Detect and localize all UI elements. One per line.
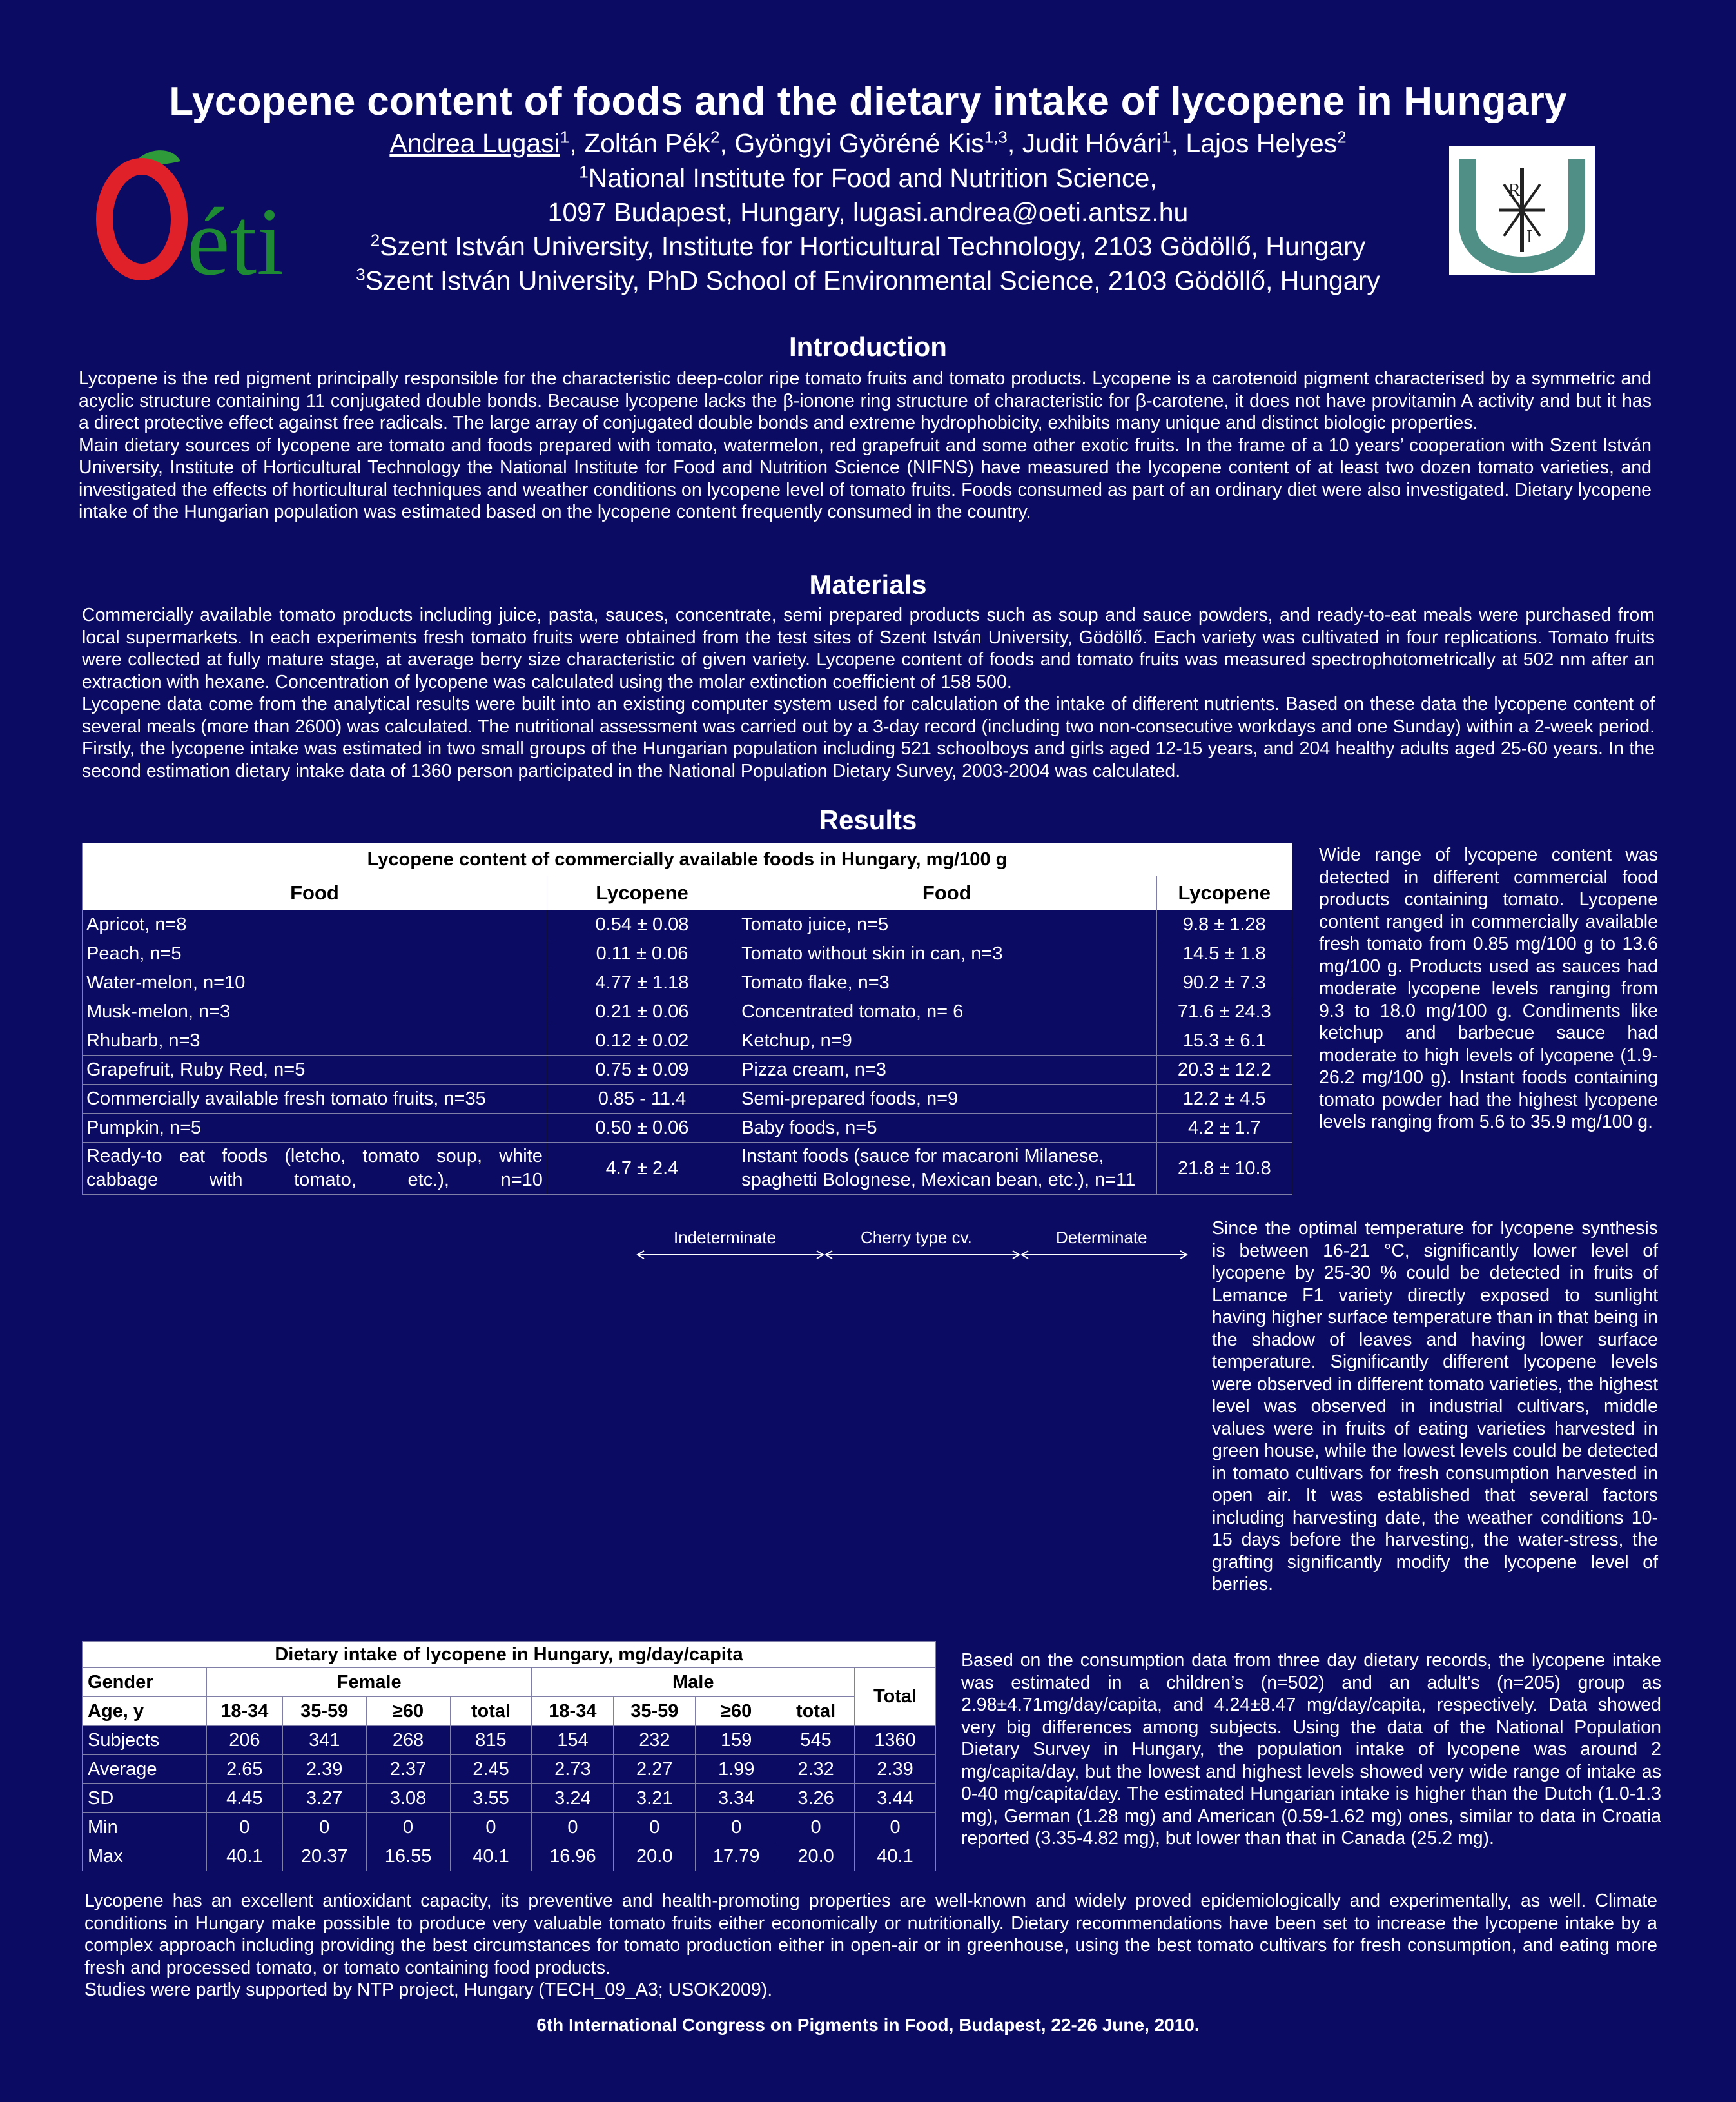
author-name: Judit Hóvári bbox=[1022, 128, 1162, 158]
materials-heading: Materials bbox=[809, 569, 927, 600]
tomato-type-arrows bbox=[635, 1225, 1189, 1264]
author-sup: 1 bbox=[1162, 127, 1171, 147]
intake-cell: 0 bbox=[206, 1813, 282, 1842]
author-sup: 2 bbox=[1337, 127, 1347, 147]
intake-cell: 268 bbox=[366, 1726, 450, 1755]
intake-cell: 3.34 bbox=[696, 1784, 777, 1813]
row-label: Average bbox=[83, 1755, 207, 1784]
age-label: Age, y bbox=[83, 1697, 207, 1726]
lycopene-cell: 21.8 ± 10.8 bbox=[1156, 1143, 1292, 1195]
affil-sup: 1 bbox=[579, 162, 589, 182]
lycopene-cell: 4.2 ± 1.7 bbox=[1156, 1114, 1292, 1143]
side-paragraph: Since the optimal temperature for lycopene synthesis is between 16-21 °C, significantly lower level of lycopene by 25-30 % could be detected in fruits of Lemance F1 variety directly exposed to sunlight having higher surface temperature than in that being in the shadow of leaves and having lower surface temperature. Significantly different lycopene levels were observed in different tomato varieties, the highest level was observed in industrial cultivars, middle values were in fruits of eating varieties harvested in green house, while the lowest levels could be detected in tomato cultivars for fresh consumption harvested in open air. It was established that several factors including harvesting date, the weather conditions 10-15 days before the harvesting, the water-stress, the grafting significantly modify the lycopene level of berries. bbox=[1212, 1218, 1658, 1595]
conclusion-paragraph: Lycopene has an excellent antioxidant capacity, its preventive and health-promoting properties are well-known and widely proved epidemiologically and experimentally, as well. Climate conditions in Hungary make possible to produce very valuable tomato fruits either economically or nutritionally. Dietary recommendations have been set to increase the lycopene intake by a complex approach including providing the best circumstances for tomato production either in open-air or in greenhouse, using the best tomato cultivars for fresh consumption, and eating more fresh and processed tomato, or tomato containing food products. bbox=[84, 1891, 1657, 1978]
intake-cell: 341 bbox=[282, 1726, 366, 1755]
materials-paragraph-1: Commercially available tomato products including juice, pasta, sauces, concentrate, semi prepared products such as soup and sauce powders, and ready-to-eat meals were purchased from local supermarkets. In each experiments fresh tomato fruits were obtained from the test sites of Szent István University, Gödöllő. Each variety was cultivated in four replications. Tomato fruits were collected at fully mature stage, at average berry size characteristic of given variety. Lycopene content of foods and tomato fruits was measured spectrophotometrically at 502 nm after an extraction with hexane. Concentration of lycopene was calculated using the molar extinction coefficient of 158 500. bbox=[82, 605, 1655, 692]
column-header: Lycopene bbox=[1156, 876, 1292, 910]
intake-cell: 1360 bbox=[855, 1726, 936, 1755]
food-cell: Apricot, n=8 bbox=[83, 910, 547, 939]
svg-text:éti: éti bbox=[187, 188, 284, 287]
food-cell: Baby foods, n=5 bbox=[737, 1114, 1156, 1143]
food-cell: Tomato flake, n=3 bbox=[737, 968, 1156, 997]
food-cell: Pizza cream, n=3 bbox=[737, 1056, 1156, 1085]
column-header: Food bbox=[737, 876, 1156, 910]
intake-cell: 2.39 bbox=[855, 1755, 936, 1784]
row-label: Max bbox=[83, 1842, 207, 1871]
results-side-text-2 bbox=[1212, 1217, 1658, 1596]
food-cell: Concentrated tomato, n= 6 bbox=[737, 997, 1156, 1026]
age-header: 35-59 bbox=[614, 1697, 696, 1726]
intake-cell: 3.08 bbox=[366, 1784, 450, 1813]
author-sup: 1 bbox=[560, 127, 570, 147]
table-row bbox=[83, 910, 1292, 939]
intro-paragraph-1: Lycopene is the red pigment principally responsible for the characteristic deep-color ripe tomato fruits and tomato products. Lycopene is a carotenoid pigment characterised by a symmetric and acyclic structure containing 11 conjugated double bonds. Because lycopene lacks the β-ionone ring structure of characteristic for β-carotene, it does not have provitamin A activity and but it has a direct protective effect against free radicals. The large array of conjugated double bonds and extreme hydrophobicity, exhibits many unique and distinct biologic properties. bbox=[79, 368, 1652, 433]
lycopene-intake-table bbox=[82, 1641, 936, 1871]
intake-cell: 20.0 bbox=[614, 1842, 696, 1871]
introduction-body bbox=[79, 368, 1652, 524]
table-row bbox=[83, 1085, 1292, 1114]
intake-cell: 16.96 bbox=[532, 1842, 614, 1871]
author-name: Andrea Lugasi bbox=[389, 128, 560, 158]
food-cell: Ketchup, n=9 bbox=[737, 1026, 1156, 1056]
lycopene-cell: 0.11 ± 0.06 bbox=[547, 939, 737, 968]
affil-text: Szent István University, Institute for Horticultural Technology, 2103 Gödöllő, Hungary bbox=[380, 231, 1366, 261]
author-sep: , bbox=[1171, 128, 1186, 158]
affiliation-1b bbox=[193, 195, 1543, 230]
affil-text: National Institute for Food and Nutrition Science, bbox=[588, 163, 1157, 193]
arrow-label-cherry: Cherry type cv. bbox=[861, 1228, 972, 1247]
intake-cell: 0 bbox=[366, 1813, 450, 1842]
lycopene-cell: 20.3 ± 12.2 bbox=[1156, 1056, 1292, 1085]
intake-cell: 40.1 bbox=[855, 1842, 936, 1871]
intake-cell: 3.44 bbox=[855, 1784, 936, 1813]
side-paragraph: Wide range of lycopene content was detected in different commercial food products containing tomato. Lycopene content ranged in commercially available fresh tomato from 0.85 mg/100 g to 13.6 mg/100 g. Products used as sauces had moderate lycopene levels ranging from 9.3 to 18.0 mg/100 g. Condiments like ketchup and barbecue sauce had moderate to high levels of lycopene (1.9-26.2 mg/100 g). Instant foods containing tomato powder had the highest lycopene levels ranging from 5.6 to 35.9 mg/100 g. bbox=[1319, 845, 1658, 1132]
table-row bbox=[83, 1026, 1292, 1056]
food-cell: Pumpkin, n=5 bbox=[83, 1114, 547, 1143]
table-row bbox=[83, 1842, 936, 1871]
affiliation-3 bbox=[193, 264, 1543, 298]
intake-cell: 154 bbox=[532, 1726, 614, 1755]
lycopene-cell: 71.6 ± 24.3 bbox=[1156, 997, 1292, 1026]
affil-sup: 3 bbox=[356, 264, 366, 284]
intake-cell: 2.39 bbox=[282, 1755, 366, 1784]
food-cell: Water-melon, n=10 bbox=[83, 968, 547, 997]
intake-cell: 2.73 bbox=[532, 1755, 614, 1784]
poster-title: Lycopene content of foods and the dietary intake of lycopene in Hungary bbox=[169, 79, 1567, 124]
age-header: ≥60 bbox=[366, 1697, 450, 1726]
age-header: 18-34 bbox=[206, 1697, 282, 1726]
oeti-logo bbox=[90, 142, 297, 287]
intake-cell: 0 bbox=[614, 1813, 696, 1842]
age-header: 18-34 bbox=[532, 1697, 614, 1726]
table-row bbox=[83, 1143, 1292, 1195]
lycopene-cell: 0.21 ± 0.06 bbox=[547, 997, 737, 1026]
age-header: total bbox=[450, 1697, 532, 1726]
intake-cell: 0 bbox=[777, 1813, 855, 1842]
arrow-label-determinate: Determinate bbox=[1056, 1228, 1147, 1247]
lycopene-cell: 0.85 - 11.4 bbox=[547, 1085, 737, 1114]
introduction-heading: Introduction bbox=[789, 331, 947, 362]
intake-cell: 3.26 bbox=[777, 1784, 855, 1813]
results-heading: Results bbox=[819, 805, 917, 835]
author-name: Zoltán Pék bbox=[584, 128, 711, 158]
intake-cell: 20.0 bbox=[777, 1842, 855, 1871]
male-header: Male bbox=[532, 1668, 855, 1697]
intake-cell: 0 bbox=[696, 1813, 777, 1842]
results-side-text-3 bbox=[961, 1649, 1661, 1850]
author-sep: , bbox=[719, 128, 735, 158]
affil-text: 1097 Budapest, Hungary, lugasi.andrea@oeti.antsz.hu bbox=[547, 197, 1189, 227]
intake-cell: 0 bbox=[855, 1813, 936, 1842]
table-caption: Dietary intake of lycopene in Hungary, mg/day/capita bbox=[83, 1642, 936, 1668]
table-row bbox=[83, 1755, 936, 1784]
funding-note: Studies were partly supported by NTP project, Hungary (TECH_09_A3; USOK2009). bbox=[84, 1979, 773, 2000]
affil-sup: 2 bbox=[370, 230, 380, 250]
affiliation-2 bbox=[193, 230, 1543, 264]
female-header: Female bbox=[206, 1668, 532, 1697]
food-cell: Peach, n=5 bbox=[83, 939, 547, 968]
intake-cell: 16.55 bbox=[366, 1842, 450, 1871]
results-side-text-1 bbox=[1319, 844, 1658, 1134]
intake-cell: 3.24 bbox=[532, 1784, 614, 1813]
table-row bbox=[83, 997, 1292, 1026]
age-header: ≥60 bbox=[696, 1697, 777, 1726]
author-sup: 1,3 bbox=[984, 127, 1008, 147]
column-header: Lycopene bbox=[547, 876, 737, 910]
table-row bbox=[83, 1813, 936, 1842]
column-header: Food bbox=[83, 876, 547, 910]
intake-cell: 2.45 bbox=[450, 1755, 532, 1784]
materials-paragraph-2: Lycopene data come from the analytical results were built into an existing computer system used for calculation of the intake of different nutrients. Based on these data the lycopene content of several meals (more than 2600) was calculated. The nutritional assessment was carried out by a 3-day record (including two non-consecutive workdays and one Sunday) within a 2-week period. Firstly, the lycopene intake was estimated in two small groups of the Hungarian population including 521 schoolboys and girls aged 12-15 years, and 204 healthy adults aged 25-60 years. In the second estimation dietary intake data of 1360 person participated in the National Population Dietary Survey, 2003-2004 was calculated. bbox=[82, 694, 1655, 781]
oeti-logo-graphic bbox=[90, 142, 297, 287]
lycopene-cell: 0.50 ± 0.06 bbox=[547, 1114, 737, 1143]
intake-cell: 1.99 bbox=[696, 1755, 777, 1784]
lycopene-cell: 15.3 ± 6.1 bbox=[1156, 1026, 1292, 1056]
sie-logo bbox=[1449, 146, 1595, 275]
lycopene-cell: 4.7 ± 2.4 bbox=[547, 1143, 737, 1195]
svg-text:I: I bbox=[1526, 227, 1533, 247]
lycopene-cell: 9.8 ± 1.28 bbox=[1156, 910, 1292, 939]
lycopene-cell: 12.2 ± 4.5 bbox=[1156, 1085, 1292, 1114]
table-row bbox=[83, 939, 1292, 968]
food-cell: Commercially available fresh tomato fruits, n=35 bbox=[83, 1085, 547, 1114]
intake-cell: 2.32 bbox=[777, 1755, 855, 1784]
row-label: Subjects bbox=[83, 1726, 207, 1755]
food-lycopene-table bbox=[82, 843, 1292, 1195]
intake-cell: 2.37 bbox=[366, 1755, 450, 1784]
food-cell: Musk-melon, n=3 bbox=[83, 997, 547, 1026]
lycopene-cell: 0.12 ± 0.02 bbox=[547, 1026, 737, 1056]
intake-cell: 159 bbox=[696, 1726, 777, 1755]
arrow-label-indeterminate: Indeterminate bbox=[674, 1228, 776, 1247]
lycopene-cell: 90.2 ± 7.3 bbox=[1156, 968, 1292, 997]
food-cell: Semi-prepared foods, n=9 bbox=[737, 1085, 1156, 1114]
table-caption: Lycopene content of commercially available foods in Hungary, mg/100 g bbox=[83, 843, 1292, 876]
lycopene-cell: 0.54 ± 0.08 bbox=[547, 910, 737, 939]
intake-cell: 2.27 bbox=[614, 1755, 696, 1784]
food-cell: Tomato juice, n=5 bbox=[737, 910, 1156, 939]
lycopene-cell: 0.75 ± 0.09 bbox=[547, 1056, 737, 1085]
age-header: 35-59 bbox=[282, 1697, 366, 1726]
author-sep: , bbox=[1007, 128, 1022, 158]
svg-text:R: R bbox=[1508, 181, 1521, 201]
materials-body bbox=[82, 604, 1655, 782]
intake-cell: 40.1 bbox=[450, 1842, 532, 1871]
intake-cell: 17.79 bbox=[696, 1842, 777, 1871]
intro-paragraph-2: Main dietary sources of lycopene are tomato and foods prepared with tomato, watermelon, red grapefruit and some other exotic fruits. In the frame of a 10 years’ cooperation with Szent István University, Institute of Horticultural Technology the National Institute for Food and Nutrition Science (NIFNS) have measured the lycopene content of at least two dozen tomato varieties, and investigated the effects of horticultural techniques and weather conditions on lycopene level of tomato fruits. Foods consumed as part of an ordinary diet were also investigated. Dietary lycopene intake of the Hungarian population was estimated based on the lycopene content frequently consumed in the country. bbox=[79, 435, 1652, 522]
sie-logo-graphic bbox=[1449, 146, 1595, 275]
conference-footer: 6th International Congress on Pigments in Food, Budapest, 22-26 June, 2010. bbox=[536, 2015, 1200, 2035]
author-name: Gyöngyi Györéné Kis bbox=[734, 128, 984, 158]
intake-cell: 545 bbox=[777, 1726, 855, 1755]
total-header: Total bbox=[855, 1668, 936, 1726]
food-cell: Grapefruit, Ruby Red, n=5 bbox=[83, 1056, 547, 1085]
intake-cell: 232 bbox=[614, 1726, 696, 1755]
table-row bbox=[83, 1784, 936, 1813]
author-sup: 2 bbox=[710, 127, 720, 147]
lycopene-cell: 4.77 ± 1.18 bbox=[547, 968, 737, 997]
age-header: total bbox=[777, 1697, 855, 1726]
intake-cell: 3.55 bbox=[450, 1784, 532, 1813]
side-paragraph: Based on the consumption data from three day dietary records, the lycopene intake was estimated in a children’s (n=502) and an adult’s (n=205) group as 2.98±4.71mg/day/capita, and 4.24±8.47 mg/day/capita, respectively. Data showed very big differences among subjects. Using the data of the National Population Dietary Survey in Hungary, the population intake of lycopene was around 2 mg/capita/day, but the lowest and highest levels showed very wide range of intake as 0-40 mg/capita/day. The estimated Hungarian intake is higher than the Dutch (1.0-1.3 mg), German (1.28 mg) and American (0.59-1.62 mg) ones, similar to data in Croatia reported (3.35-4.82 mg), but lower than that in Canada (25.2 mg). bbox=[961, 1650, 1661, 1849]
intake-cell: 2.65 bbox=[206, 1755, 282, 1784]
intake-cell: 206 bbox=[206, 1726, 282, 1755]
author-sep: , bbox=[569, 128, 585, 158]
lycopene-cell: 14.5 ± 1.8 bbox=[1156, 939, 1292, 968]
intake-cell: 20.37 bbox=[282, 1842, 366, 1871]
intake-cell: 40.1 bbox=[206, 1842, 282, 1871]
table-row bbox=[83, 1114, 1292, 1143]
intake-cell: 3.21 bbox=[614, 1784, 696, 1813]
intake-cell: 0 bbox=[282, 1813, 366, 1842]
table-row bbox=[83, 968, 1292, 997]
intake-table-body bbox=[83, 1726, 936, 1871]
row-label: Min bbox=[83, 1813, 207, 1842]
food-cell: Instant foods (sauce for macaroni Milanese, spaghetti Bolognese, Mexican bean, etc.), n=11 bbox=[737, 1143, 1156, 1195]
table-row bbox=[83, 1056, 1292, 1085]
intake-cell: 3.27 bbox=[282, 1784, 366, 1813]
intake-cell: 815 bbox=[450, 1726, 532, 1755]
row-label: SD bbox=[83, 1784, 207, 1813]
affil-text: Szent István University, PhD School of Environmental Science, 2103 Gödöllő, Hungary bbox=[365, 266, 1380, 295]
author-list bbox=[193, 126, 1543, 161]
gender-label: Gender bbox=[83, 1668, 207, 1697]
food-cell: Tomato without skin in can, n=3 bbox=[737, 939, 1156, 968]
intake-cell: 0 bbox=[532, 1813, 614, 1842]
intake-cell: 4.45 bbox=[206, 1784, 282, 1813]
table-row bbox=[83, 1726, 936, 1755]
food-cell: Ready-to eat foods (letcho, tomato soup, white cabbage with tomato, etc.), n=10 bbox=[83, 1143, 547, 1195]
affiliation-1 bbox=[193, 161, 1543, 195]
conclusion-body bbox=[84, 1890, 1657, 2001]
intake-cell: 0 bbox=[450, 1813, 532, 1842]
author-name: Lajos Helyes bbox=[1185, 128, 1338, 158]
food-cell: Rhubarb, n=3 bbox=[83, 1026, 547, 1056]
